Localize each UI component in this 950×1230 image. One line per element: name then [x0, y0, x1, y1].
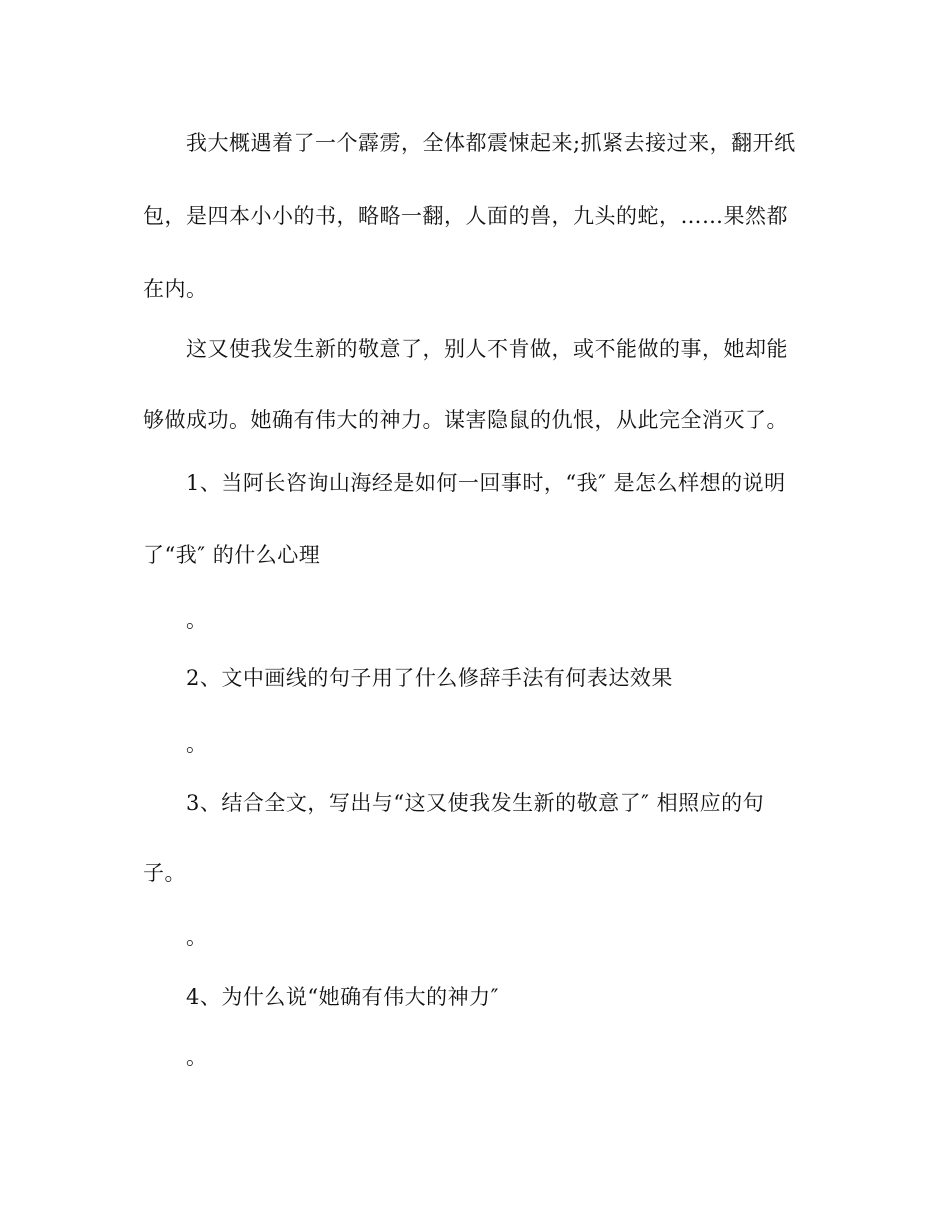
paragraph-2-line-1: 这又使我发生新的敬意了，别人不肯做，或不能做的事，她却能 [186, 337, 788, 361]
paragraph-1-line-2: 包，是四本小小的书，略略一翻，人面的兽，九头的蛇，……果然都 [143, 204, 788, 228]
question-1-line-2: 了“我″ 的什么心理 [143, 543, 321, 567]
paragraph-1-line-1: 我大概遇着了一个霹雳，全体都震悚起来;抓紧去接过来，翻开纸 [186, 131, 796, 155]
paragraph-1-line-3: 在内。 [143, 277, 208, 301]
paragraph-2-line-2: 够做成功。她确有伟大的神力。谋害隐鼠的仇恨，从此完全消灭了。 [143, 408, 788, 432]
question-4-answer-blank: 。 [186, 1045, 208, 1069]
question-3-answer-blank: 。 [186, 925, 208, 949]
question-3-line-1: 3、结合全文，写出与“这又使我发生新的敬意了″ 相照应的句 [186, 791, 765, 815]
question-3-line-2: 子。 [143, 861, 186, 885]
question-4-line-1: 4、为什么说“她确有伟大的神力″ [186, 985, 499, 1009]
question-2-line-1: 2、文中画线的句子用了什么修辞手法有何表达效果 [186, 666, 673, 690]
question-1-line-1: 1、当阿长咨询山海经是如何一回事时，“我″ 是怎么样想的说明 [186, 471, 786, 495]
question-2-answer-blank: 。 [186, 732, 208, 756]
question-1-answer-blank: 。 [186, 608, 208, 632]
